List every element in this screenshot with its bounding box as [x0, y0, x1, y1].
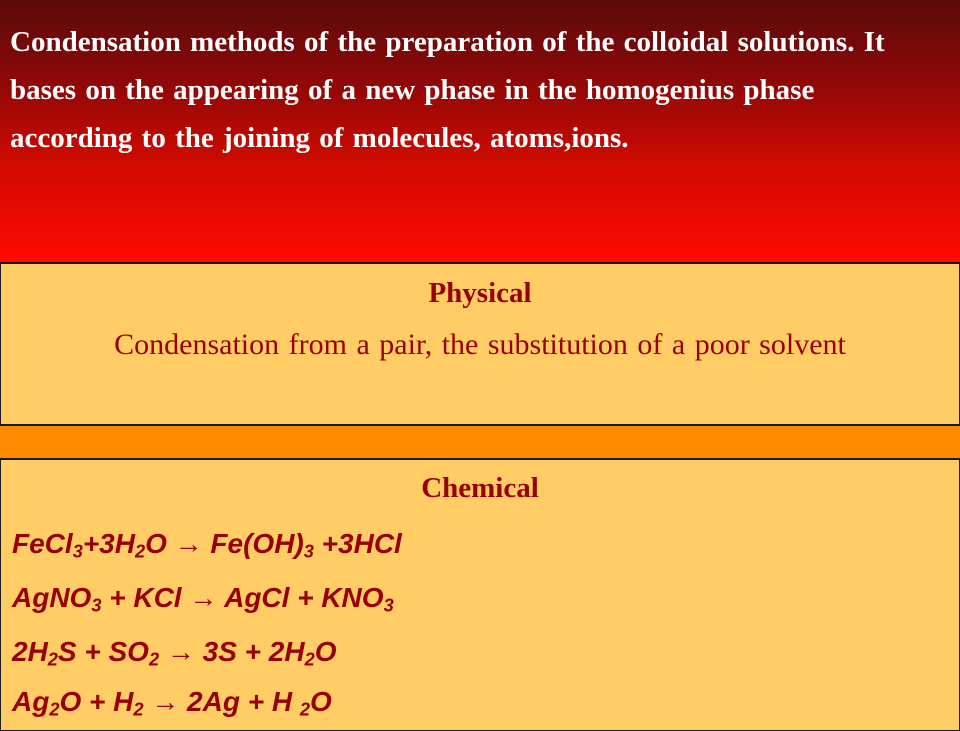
intro-text: Condensation methods of the preparation of the colloidal solutions. It bases on the appearing of a new phase in the homogenius phase according to the joining of molecules, atoms,ions. — [10, 26, 885, 154]
equation-subscript: 3 — [383, 595, 394, 616]
equation-part: S + SO — [57, 636, 149, 667]
physical-description: Condensation from a pair, the substitution of a poor solvent — [114, 328, 846, 361]
equation-subscript: 2 — [299, 699, 310, 720]
equation-part: + KCl → AgCl + KNO — [101, 582, 384, 613]
equation-subscript: 2 — [148, 649, 160, 670]
intro-section — [0, 0, 960, 262]
equation-part: Ag — [12, 686, 50, 717]
equation-part: → 3S + 2H — [159, 636, 305, 667]
equation-silver-oxide-reduction — [12, 686, 332, 718]
equation-part: FeCl — [12, 528, 73, 559]
equation-part: O + H — [59, 686, 134, 717]
equation-part: O — [314, 636, 337, 667]
chemical-title: Chemical — [421, 472, 539, 504]
equation-silver-nitrate-exchange — [12, 582, 394, 614]
chemical-box — [0, 458, 960, 731]
equation-subscript: 2 — [49, 699, 60, 720]
equation-subscript: 2 — [134, 541, 146, 562]
equation-subscript: 3 — [303, 541, 314, 562]
equation-subscript: 2 — [133, 699, 144, 720]
equation-subscript: 3 — [72, 541, 83, 562]
equation-part: +3H — [82, 528, 135, 559]
equation-part: O → Fe(OH) — [145, 528, 304, 559]
equation-part: +3HCl — [313, 528, 402, 559]
equation-part: 2H — [12, 636, 48, 667]
equation-hydrogen-sulfide-oxidation — [12, 636, 337, 668]
physical-box — [0, 262, 960, 426]
equation-part: O — [310, 686, 332, 717]
physical-title: Physical — [428, 277, 532, 309]
equation-iron-chloride-hydrolysis — [12, 528, 402, 560]
equation-subscript: 3 — [91, 595, 102, 616]
equation-subscript: 2 — [304, 649, 315, 670]
equation-part: AgNO — [12, 582, 92, 613]
equation-subscript: 2 — [47, 649, 58, 670]
equation-part: → 2Ag + H — [143, 686, 300, 717]
